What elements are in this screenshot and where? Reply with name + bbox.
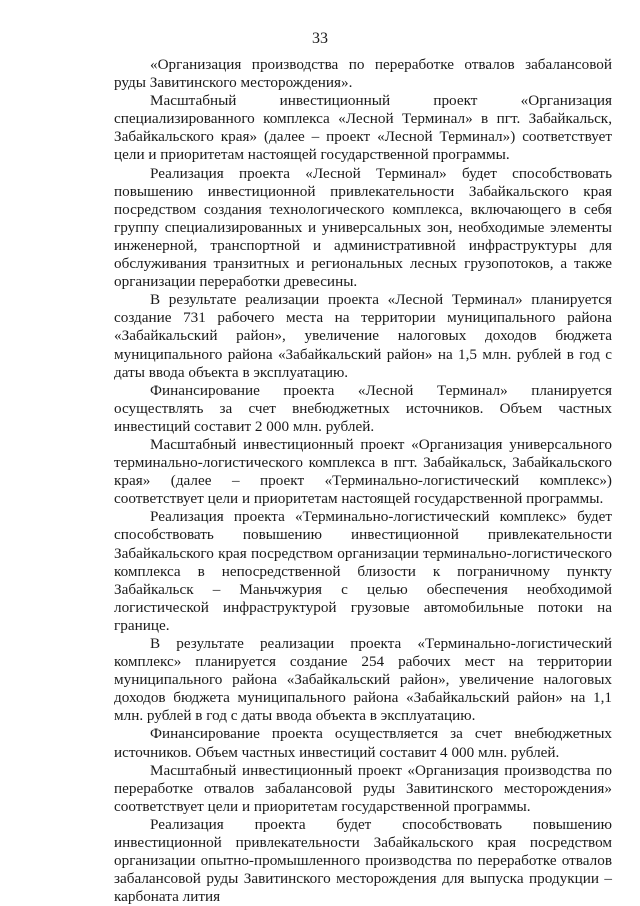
paragraph: Реализация проекта будет способствовать повышению инвестиционной привлекательности Забайкальского края посредством организации опытно-промышленного производства по переработке отвалов забалансовой руды Завитинского месторождения для выпуска продукции – карбоната лития <box>114 815 612 906</box>
paragraph: Реализация проекта «Терминально-логистический комплекс» будет способствовать повышению инвестиционной привлекательности Забайкальского края посредством организации терминально-логистического комплекса в непосредственной близости к пограничному пункту Забайкальск – Маньчжурия с целью обеспечения необходимой логистической инфраструктурой грузовые автомобильные потоки на границе. <box>114 508 612 634</box>
page-number: 33 <box>312 30 328 47</box>
paragraph: Масштабный инвестиционный проект «Организация производства по переработке отвалов забалансовой руды Завитинского месторождения» соответствует цели и приоритетам государственной программы. <box>114 761 612 815</box>
document-body <box>114 56 612 906</box>
paragraph: Реализация проекта «Лесной Терминал» будет способствовать повышению инвестиционной привлекательности Забайкальского края посредством создания технологического комплекса, включающего в себя группу специализированных и универсальных зон, необходимые элементы инженерной, транспортной и административной инфраструктуры для обслуживания транзитных и региональных лесных грузопотоков, а также организации переработки древесины. <box>114 164 612 291</box>
paragraph: Масштабный инвестиционный проект «Организация специализированного комплекса «Лесной Терминал» в пгт. Забайкальск, Забайкальского края» (далее – проект «Лесной Терминал») соответствует цели и приоритетам настоящей государственной программы. <box>114 92 612 164</box>
paragraph: В результате реализации проекта «Лесной Терминал» планируется создание 731 рабочего места на территории муниципального района «Забайкальский район», увеличение налоговых доходов бюджета муниципального района «Забайкальский район» на 1,5 млн. рублей в год с даты ввода объекта в эксплуатацию. <box>114 291 612 381</box>
paragraph: Масштабный инвестиционный проект «Организация универсального терминально-логистического комплекса в пгт. Забайкальск, Забайкальского края» (далее – проект «Терминально-логистический комплекс») соответствует цели и приоритетам настоящей государственной программы. <box>114 435 612 508</box>
paragraph: В результате реализации проекта «Терминально-логистический комплекс» планируется создание 254 рабочих мест на территории муниципального района «Забайкальский район», увеличение налоговых доходов бюджета муниципального района «Забайкальский район» на 1,1 млн. рублей в год с даты ввода объекта в эксплуатацию. <box>114 635 612 725</box>
paragraph: Финансирование проекта «Лесной Терминал» планируется осуществлять за счет внебюджетных источников. Объем частных инвестиций составит 2 000 млн. рублей. <box>114 381 612 435</box>
paragraph: «Организация производства по переработке отвалов забалансовой руды Завитинского месторождения». <box>114 56 612 92</box>
paragraph: Финансирование проекта осуществляется за счет внебюджетных источников. Объем частных инвестиций составит 4 000 млн. рублей. <box>114 725 612 761</box>
